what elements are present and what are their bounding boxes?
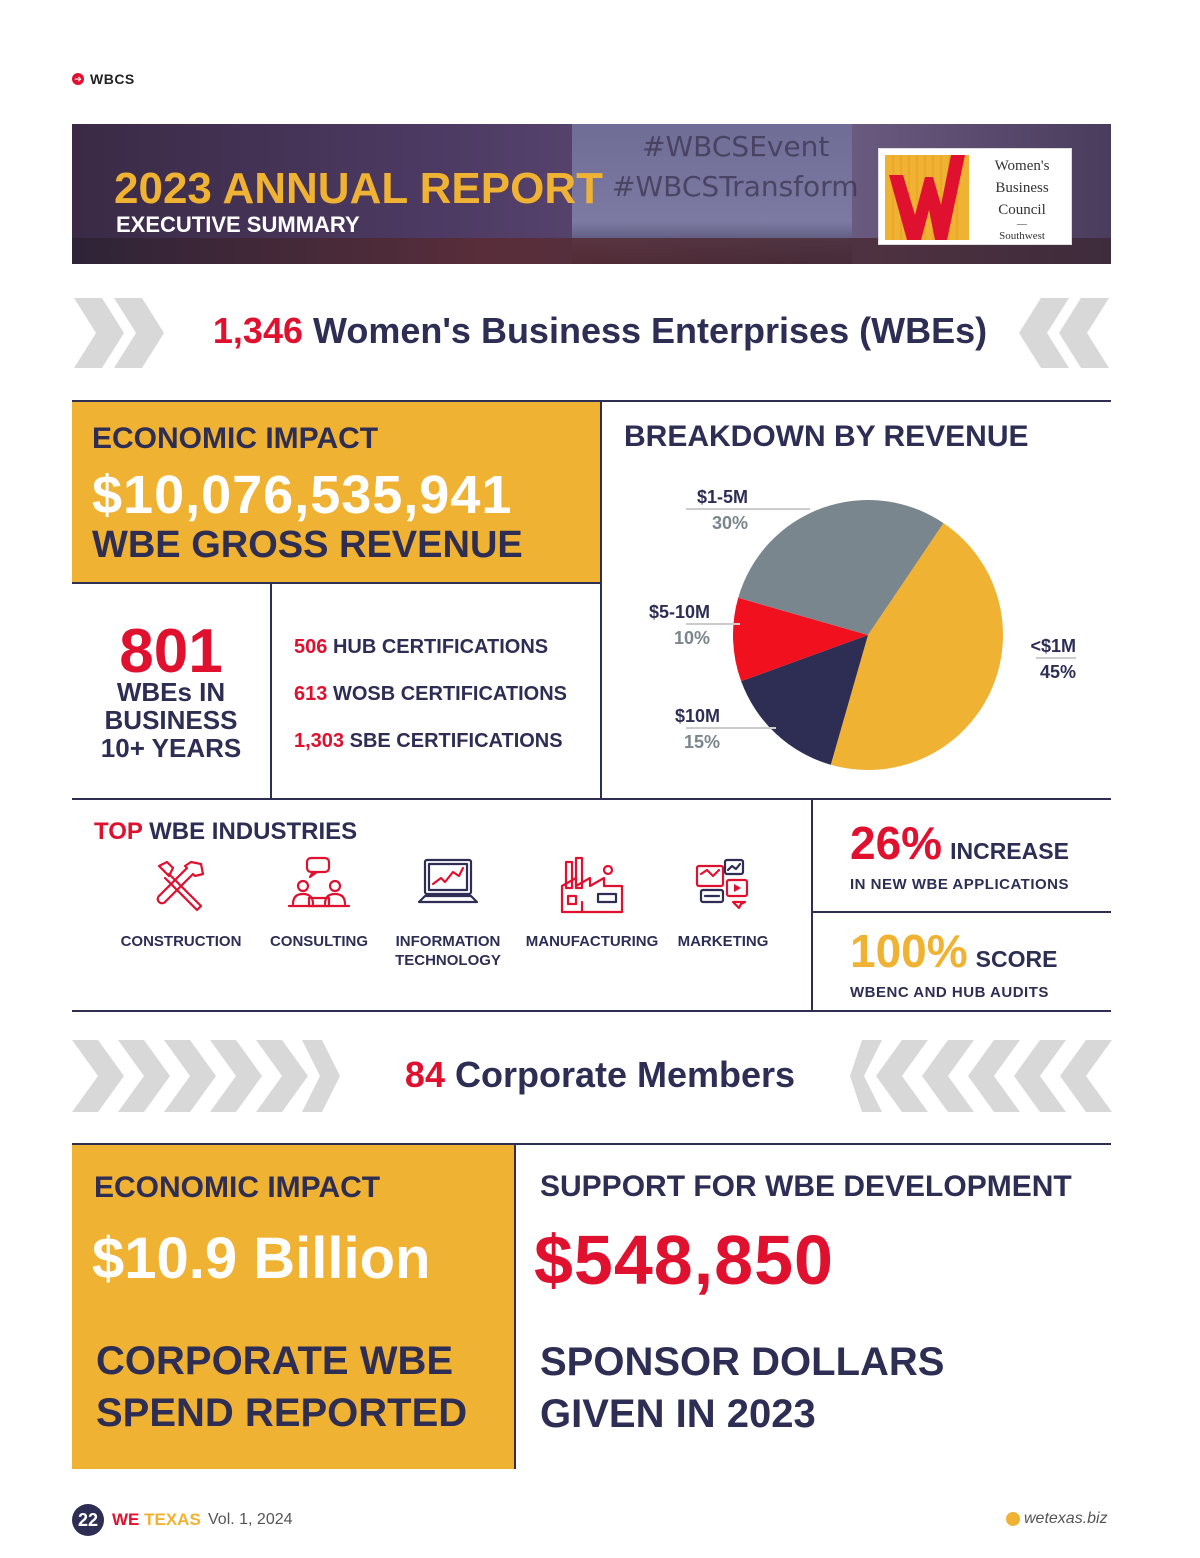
years-count: 801 [119,617,223,686]
section-tag [72,69,135,89]
gross-revenue-caption: WBE GROSS REVENUE [92,524,523,566]
years-in-business-block [72,584,270,798]
pie-label: $1-5M [696,487,748,507]
website-link[interactable] [1006,1510,1108,1528]
laptop-icon [415,856,481,916]
revenue-pie-chart [600,450,1110,798]
economic-impact-label: ECONOMIC IMPACT [92,422,379,455]
certification-hub: 506 HUB CERTIFICATIONS [294,636,549,658]
certification-wosb: 613 WOSB CERTIFICATIONS [294,683,567,705]
economic-impact-wbe [72,402,600,582]
wbcs-logo [878,148,1072,245]
score-word: SCORE [975,946,1058,972]
section-tag-label: WBCS [90,71,135,87]
pie-pct-label: 15% [683,732,720,752]
magazine-name: WE TEXAS [112,1510,201,1529]
score-desc: WBENC AND HUB AUDITS [850,984,1049,1001]
tools-icon [151,856,211,916]
banner-subtitle: EXECUTIVE SUMMARY [116,212,360,237]
industry-construction: CONSTRUCTION [106,856,256,951]
report-banner [72,124,1111,264]
increase-pct: 26% [850,817,943,869]
divider [811,798,813,1012]
banner-title: 2023 ANNUAL REPORT [114,164,604,213]
industry-manufacturing: MANUFACTURING [518,856,666,951]
support-title: SUPPORT FOR WBE DEVELOPMENT [540,1170,1072,1203]
gross-revenue-value: $10,076,535,941 [92,465,513,525]
economic-impact-label: ECONOMIC IMPACT [94,1171,381,1204]
wbcs-logo-mark-icon [885,155,969,240]
industries-title: TOP WBE INDUSTRIES [94,818,358,845]
corporate-spend-value: $10.9 Billion [92,1226,431,1291]
meeting-icon [287,856,351,916]
arrow-right-icon: ➔ [72,73,84,85]
website-text: wetexas.biz [1024,1510,1108,1527]
pie-label: <$1M [1030,636,1076,656]
divider [270,582,272,800]
corporate-headline [0,1054,1200,1096]
divider [514,1143,516,1469]
banner-hashtag-2: #WBCSTransform [612,170,859,203]
score-pct: 100% [850,925,968,977]
divider [811,911,1111,913]
certification-sbe: 1,303 SBE CERTIFICATIONS [294,730,563,752]
increase-word: INCREASE [950,838,1069,864]
revenue-breakdown-title: BREAKDOWN BY REVENUE [624,420,1029,453]
stat-applications-increase [850,816,1069,893]
factory-icon [560,856,624,916]
pie-pct-label: 45% [1039,662,1076,682]
page-number: 22 [72,1504,104,1536]
globe-icon [1006,1512,1020,1526]
sponsor-dollars-value: $548,850 [534,1221,834,1299]
wbe-count: 1,346 [212,310,303,351]
sponsor-dollars-caption: SPONSOR DOLLARS GIVEN IN 2023 [540,1340,945,1436]
wbe-headline-text: Women's Business Enterprises (WBEs) [313,310,988,351]
increase-desc: IN NEW WBE APPLICATIONS [850,876,1069,893]
pie-label: $5-10M [648,602,710,622]
divider [72,1010,1111,1012]
banner-hashtag-1: #WBCSEvent [642,130,830,163]
industry-marketing: MARKETING [668,856,778,951]
corporate-headline-text: Corporate Members [454,1054,796,1095]
industry-information-technology: INFORMATION TECHNOLOGY [384,856,512,970]
wbcs-logo-text: Women's Business Council — Southwest [994,158,1050,242]
industry-consulting: CONSULTING [254,856,384,951]
corporate-spend-caption: CORPORATE WBE SPEND REPORTED [96,1339,468,1435]
divider [72,798,1111,800]
pie-pct-label: 10% [673,628,710,648]
stat-audit-score [850,924,1057,1001]
pie-label: $10M [674,706,720,726]
magazine-volume: Vol. 1, 2024 [208,1511,293,1528]
marketing-icon [693,856,753,916]
wbe-headline [0,310,1200,352]
pie-pct-label: 30% [711,513,748,533]
corporate-count: 84 [404,1054,445,1095]
years-caption: WBEs IN BUSINESS 10+ YEARS [100,677,242,763]
economic-impact-corporate [72,1145,514,1469]
